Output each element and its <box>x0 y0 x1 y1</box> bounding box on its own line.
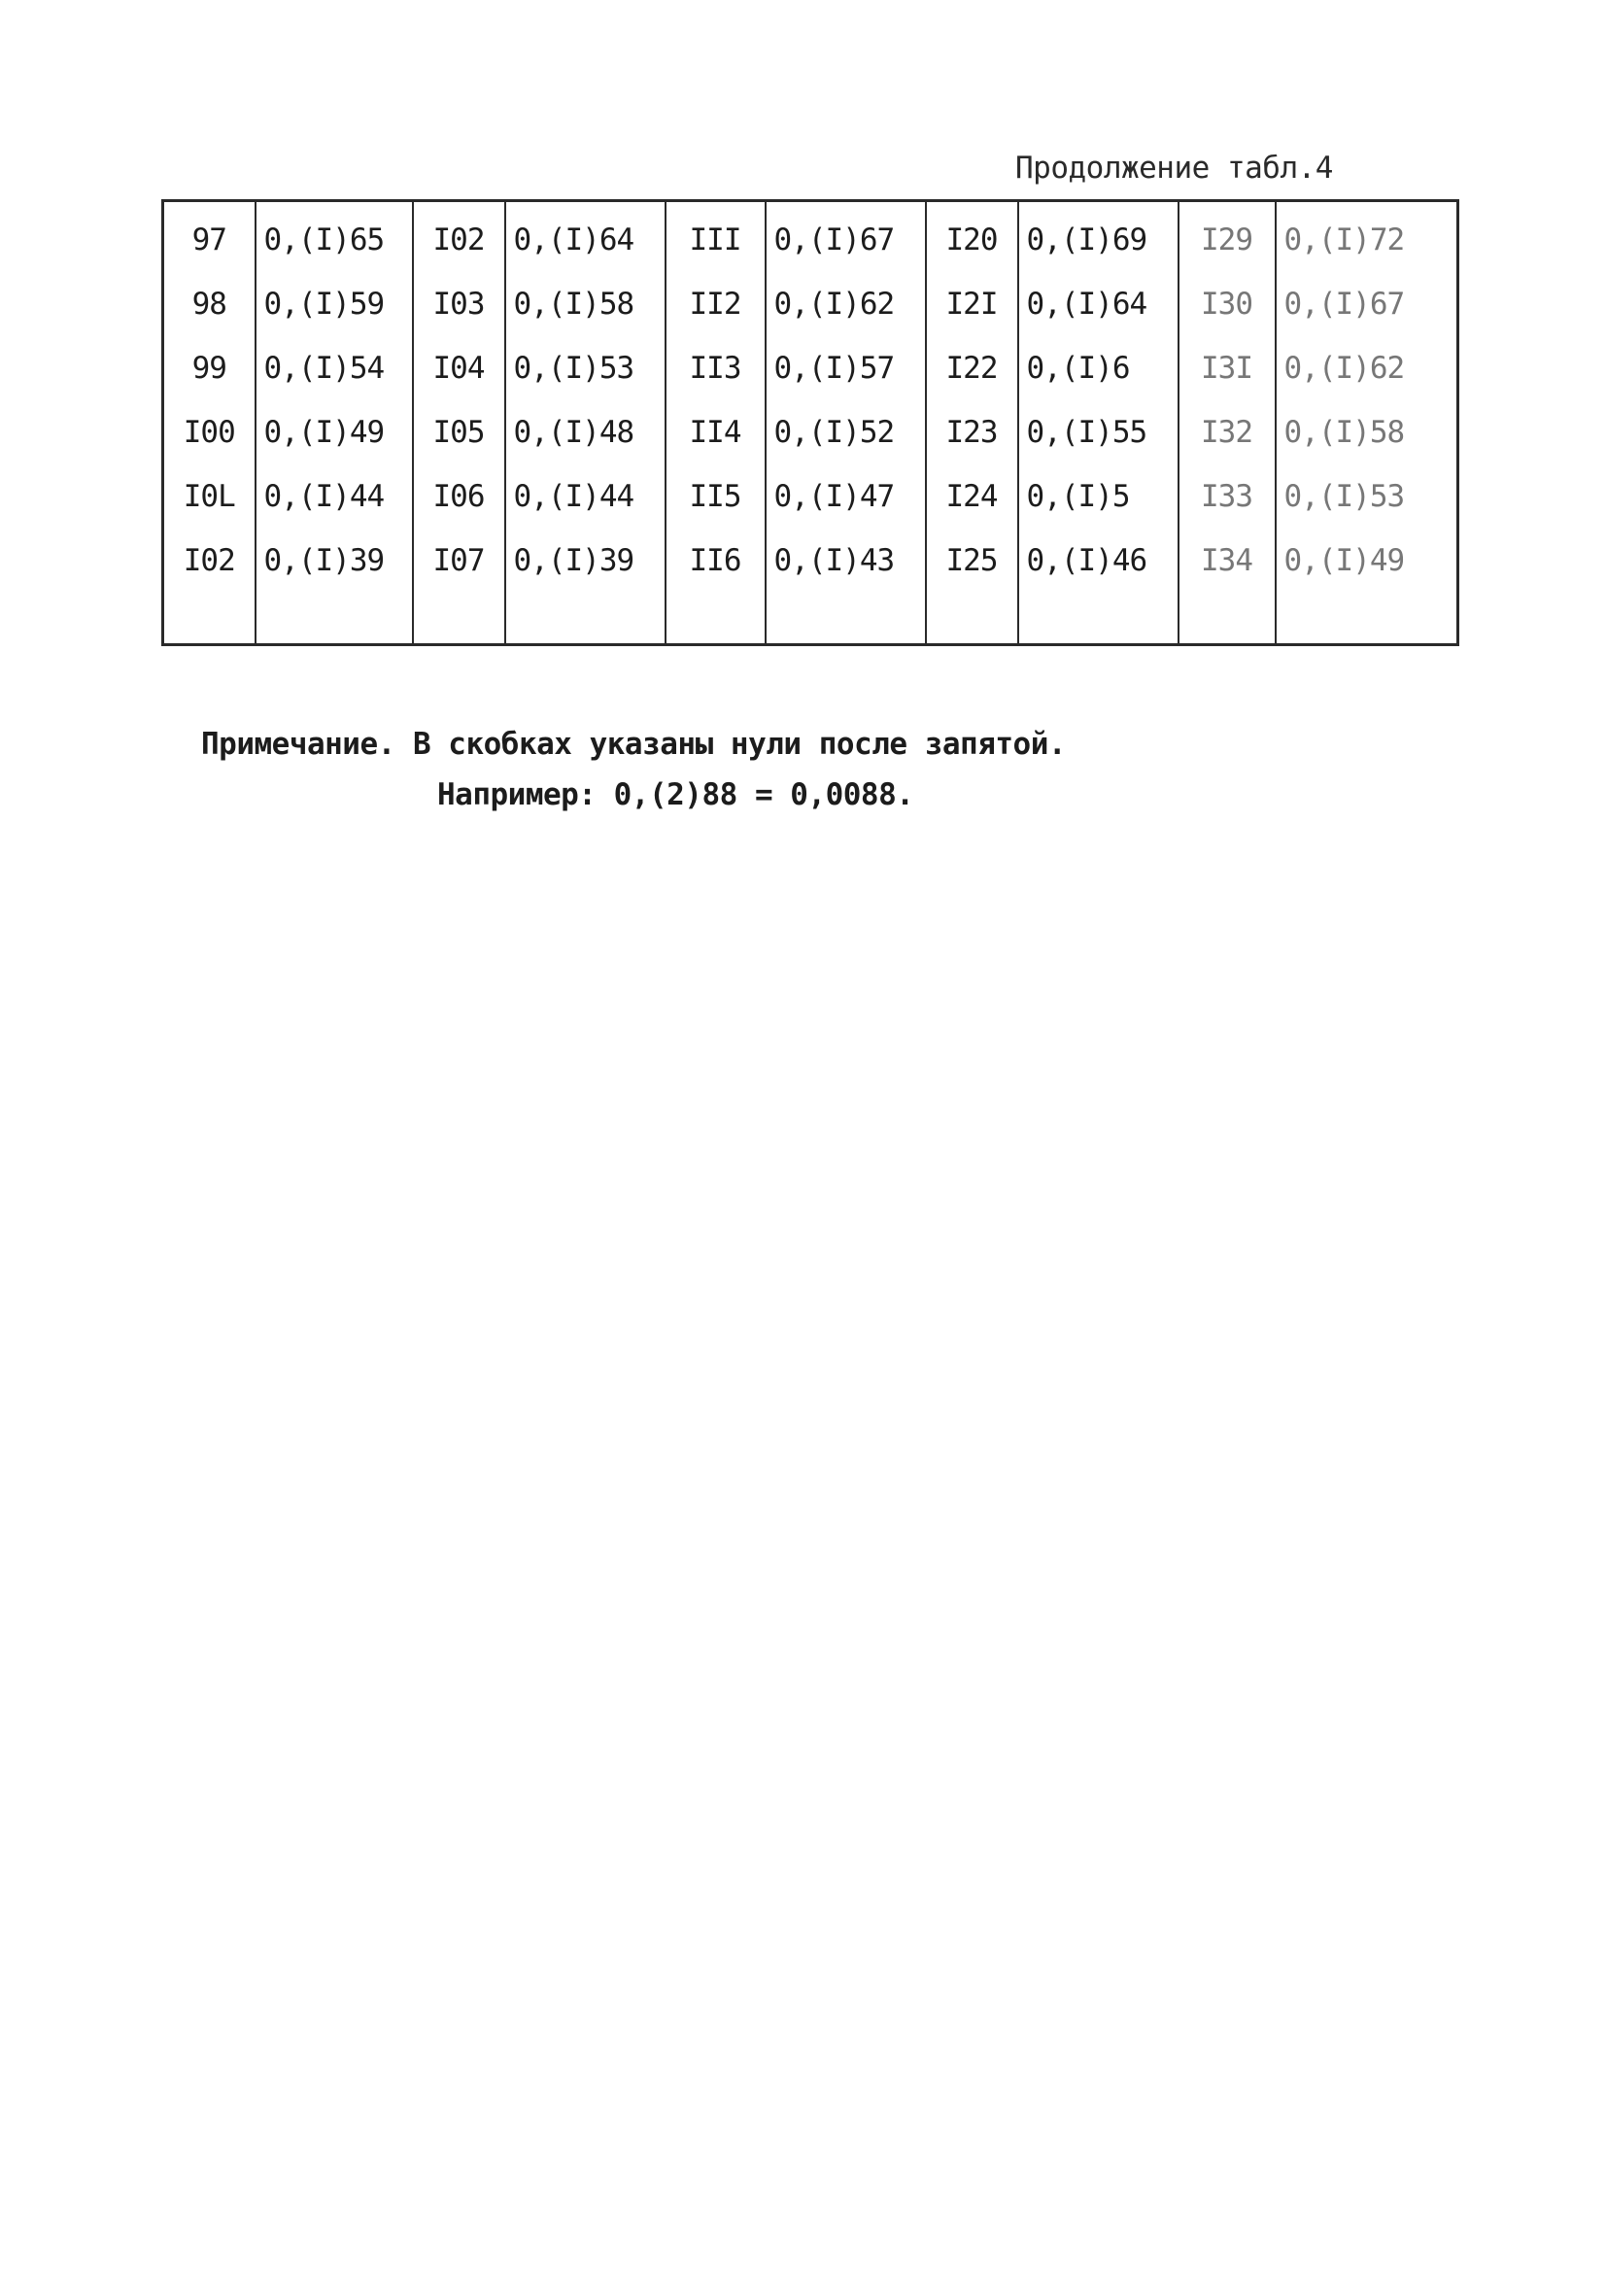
table-body <box>163 201 1458 645</box>
value-cell: 0,(I)53 <box>1276 464 1458 529</box>
empty-cell <box>766 593 926 645</box>
value-cell: 0,(I)47 <box>766 464 926 529</box>
value-cell: 0,(I)43 <box>766 529 926 593</box>
value-cell: 0,(I)48 <box>505 400 666 464</box>
table-row <box>163 272 1458 336</box>
row-number-cell: I32 <box>1179 400 1276 464</box>
row-number-cell: II2 <box>666 272 766 336</box>
data-table <box>161 199 1459 646</box>
empty-cell <box>413 593 505 645</box>
row-number-cell: I24 <box>926 464 1018 529</box>
value-cell: 0,(I)49 <box>256 400 413 464</box>
empty-cell <box>1179 593 1276 645</box>
row-number-cell: II3 <box>666 336 766 400</box>
value-cell: 0,(I)49 <box>1276 529 1458 593</box>
row-number-cell: II4 <box>666 400 766 464</box>
table-row <box>163 201 1458 273</box>
value-cell: 0,(I)64 <box>1018 272 1179 336</box>
row-number-cell: II6 <box>666 529 766 593</box>
value-cell: 0,(I)58 <box>505 272 666 336</box>
row-number-cell: I06 <box>413 464 505 529</box>
row-number-cell: I0L <box>163 464 256 529</box>
value-cell: 0,(I)62 <box>1276 336 1458 400</box>
value-cell: 0,(I)52 <box>766 400 926 464</box>
value-cell: 0,(I)67 <box>766 201 926 273</box>
row-number-cell: I05 <box>413 400 505 464</box>
note-line-2: Например: 0,(2)88 = 0,0088. <box>437 777 914 812</box>
row-number-cell: I30 <box>1179 272 1276 336</box>
row-number-cell: I02 <box>413 201 505 273</box>
value-cell: 0,(I)69 <box>1018 201 1179 273</box>
row-number-cell: I00 <box>163 400 256 464</box>
empty-cell <box>1018 593 1179 645</box>
empty-cell <box>163 593 256 645</box>
row-number-cell: 97 <box>163 201 256 273</box>
table-padding-row <box>163 593 1458 645</box>
value-cell: 0,(I)46 <box>1018 529 1179 593</box>
row-number-cell: I23 <box>926 400 1018 464</box>
value-cell: 0,(I)5 <box>1018 464 1179 529</box>
value-cell: 0,(I)44 <box>256 464 413 529</box>
table-row <box>163 336 1458 400</box>
row-number-cell: I04 <box>413 336 505 400</box>
value-cell: 0,(I)59 <box>256 272 413 336</box>
table-row <box>163 464 1458 529</box>
table-row <box>163 529 1458 593</box>
empty-cell <box>505 593 666 645</box>
value-cell: 0,(I)53 <box>505 336 666 400</box>
row-number-cell: I2I <box>926 272 1018 336</box>
row-number-cell: I25 <box>926 529 1018 593</box>
row-number-cell: I33 <box>1179 464 1276 529</box>
value-cell: 0,(I)67 <box>1276 272 1458 336</box>
row-number-cell: I3I <box>1179 336 1276 400</box>
empty-cell <box>1276 593 1458 645</box>
row-number-cell: I29 <box>1179 201 1276 273</box>
value-cell: 0,(I)54 <box>256 336 413 400</box>
empty-cell <box>256 593 413 645</box>
table-row <box>163 400 1458 464</box>
value-cell: 0,(I)58 <box>1276 400 1458 464</box>
value-cell: 0,(I)62 <box>766 272 926 336</box>
row-number-cell: 98 <box>163 272 256 336</box>
row-number-cell: II5 <box>666 464 766 529</box>
value-cell: 0,(I)6 <box>1018 336 1179 400</box>
row-number-cell: I34 <box>1179 529 1276 593</box>
row-number-cell: III <box>666 201 766 273</box>
value-cell: 0,(I)39 <box>505 529 666 593</box>
empty-cell <box>666 593 766 645</box>
value-cell: 0,(I)64 <box>505 201 666 273</box>
value-cell: 0,(I)55 <box>1018 400 1179 464</box>
row-number-cell: I20 <box>926 201 1018 273</box>
row-number-cell: I22 <box>926 336 1018 400</box>
row-number-cell: I02 <box>163 529 256 593</box>
row-number-cell: I03 <box>413 272 505 336</box>
empty-cell <box>926 593 1018 645</box>
value-cell: 0,(I)65 <box>256 201 413 273</box>
value-cell: 0,(I)44 <box>505 464 666 529</box>
value-cell: 0,(I)72 <box>1276 201 1458 273</box>
row-number-cell: I07 <box>413 529 505 593</box>
value-cell: 0,(I)39 <box>256 529 413 593</box>
row-number-cell: 99 <box>163 336 256 400</box>
value-cell: 0,(I)57 <box>766 336 926 400</box>
note-line-1: Примечание. В скобках указаны нули после запятой. <box>201 727 1067 762</box>
table-caption: Продолжение табл.4 <box>1015 151 1333 186</box>
